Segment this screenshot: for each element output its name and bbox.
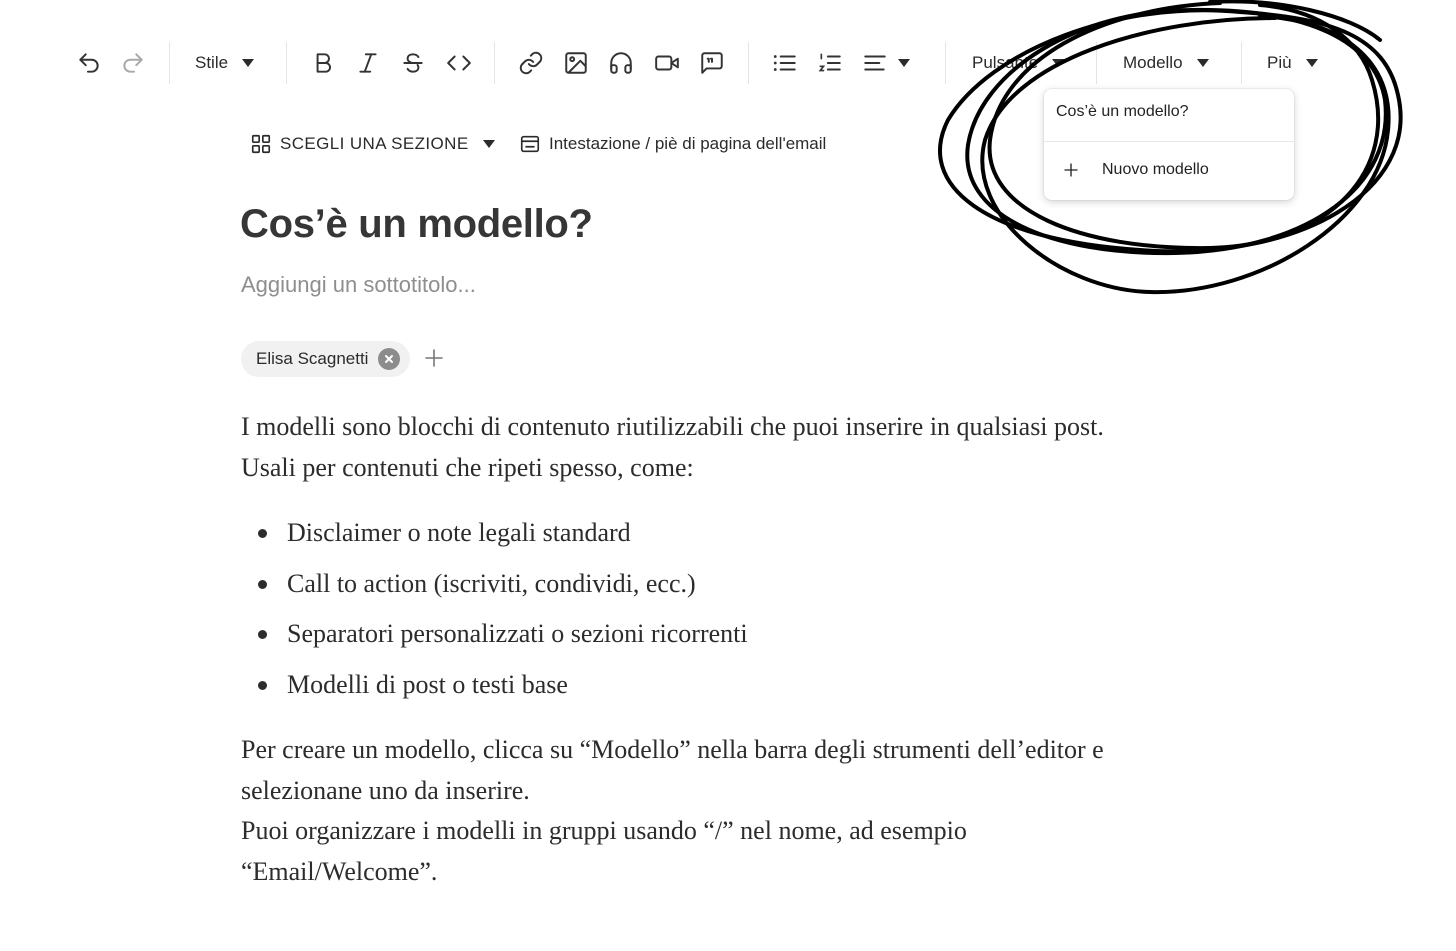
list-item[interactable]: Call to action (iscriviti, condividi, ecc.)	[241, 564, 748, 615]
bold-icon[interactable]	[308, 30, 338, 96]
paragraph-line: Per creare un modello, clicca su “Modello” nella barra degli strumenti dell’editor e selezionane uno da inserire.	[241, 735, 1104, 805]
author-name: Elisa Scagnetti	[256, 349, 369, 368]
bullet-list	[241, 513, 748, 716]
audio-icon[interactable]	[606, 30, 636, 96]
align-icon	[862, 50, 888, 76]
menu-divider	[1044, 141, 1294, 142]
grid-icon	[250, 133, 272, 155]
body-paragraph[interactable]: I modelli sono blocchi di contenuto riutilizzabili che puoi inserire in qualsiasi post. Usali per contenuti che ripeti spesso, come:	[241, 412, 1104, 482]
post-title[interactable]: Cos’è un modello?	[240, 202, 593, 246]
editor-toolbar	[0, 30, 1456, 96]
toolbar-divider	[1241, 42, 1242, 84]
template-label: Modello	[1123, 53, 1183, 72]
more-dropdown[interactable]	[1267, 30, 1318, 96]
quote-icon[interactable]	[697, 30, 727, 96]
style-label: Stile	[195, 53, 229, 72]
email-header-footer-button[interactable]	[519, 128, 826, 160]
italic-icon[interactable]	[353, 30, 383, 96]
plus-icon[interactable]	[422, 346, 446, 370]
caret-down-icon	[1197, 59, 1209, 67]
link-icon[interactable]	[516, 30, 546, 96]
button-dropdown[interactable]	[972, 30, 1064, 96]
numbered-list-icon[interactable]	[815, 30, 845, 96]
toolbar-divider	[748, 42, 749, 84]
strikethrough-icon[interactable]	[398, 30, 428, 96]
caret-down-icon	[1052, 59, 1064, 67]
paragraph-line: Puoi organizzare i modelli in gruppi usando “/” nel nome, ad esempio “Email/Welcome”.	[241, 816, 967, 886]
template-dropdown[interactable]	[1123, 30, 1209, 96]
toolbar-divider	[494, 42, 495, 84]
caret-down-icon	[898, 59, 910, 67]
plus-icon	[1062, 161, 1080, 179]
caret-down-icon	[1306, 59, 1318, 67]
list-item[interactable]: Modelli di post o testi base	[241, 665, 748, 716]
choose-section-button[interactable]	[250, 128, 495, 160]
toolbar-divider	[169, 42, 170, 84]
image-icon[interactable]	[561, 30, 591, 96]
caret-down-icon	[242, 59, 254, 67]
style-dropdown[interactable]	[195, 30, 254, 96]
author-chip[interactable]	[241, 341, 410, 377]
choose-section-label: SCEGLI UNA SEZIONE	[280, 134, 469, 153]
new-template-label: Nuovo modello	[1102, 161, 1209, 178]
body-paragraph[interactable]	[241, 730, 1161, 892]
toolbar-divider	[945, 42, 946, 84]
template-menu-item[interactable]: Cos’è un modello?	[1056, 103, 1189, 120]
close-icon[interactable]	[378, 348, 400, 370]
button-label: Pulsante	[972, 53, 1039, 72]
video-icon[interactable]	[652, 30, 682, 96]
undo-icon[interactable]	[74, 30, 104, 96]
more-label: Più	[1267, 53, 1292, 72]
header-footer-icon	[519, 133, 541, 155]
toolbar-divider	[1096, 42, 1097, 84]
caret-down-icon	[483, 140, 495, 148]
align-dropdown[interactable]	[862, 30, 920, 96]
code-icon[interactable]	[444, 30, 474, 96]
list-item[interactable]: Separatori personalizzati o sezioni ricorrenti	[241, 614, 748, 665]
subtitle-input[interactable]: Aggiungi un sottotitolo...	[241, 272, 476, 297]
bullet-list-icon[interactable]	[770, 30, 800, 96]
toolbar-divider	[286, 42, 287, 84]
list-item[interactable]: Disclaimer o note legali standard	[241, 513, 748, 564]
new-template-button[interactable]	[1062, 161, 1209, 179]
email-header-footer-label: Intestazione / piè di pagina dell'email	[549, 134, 827, 153]
template-menu	[1044, 89, 1294, 200]
redo-icon[interactable]	[118, 30, 148, 96]
